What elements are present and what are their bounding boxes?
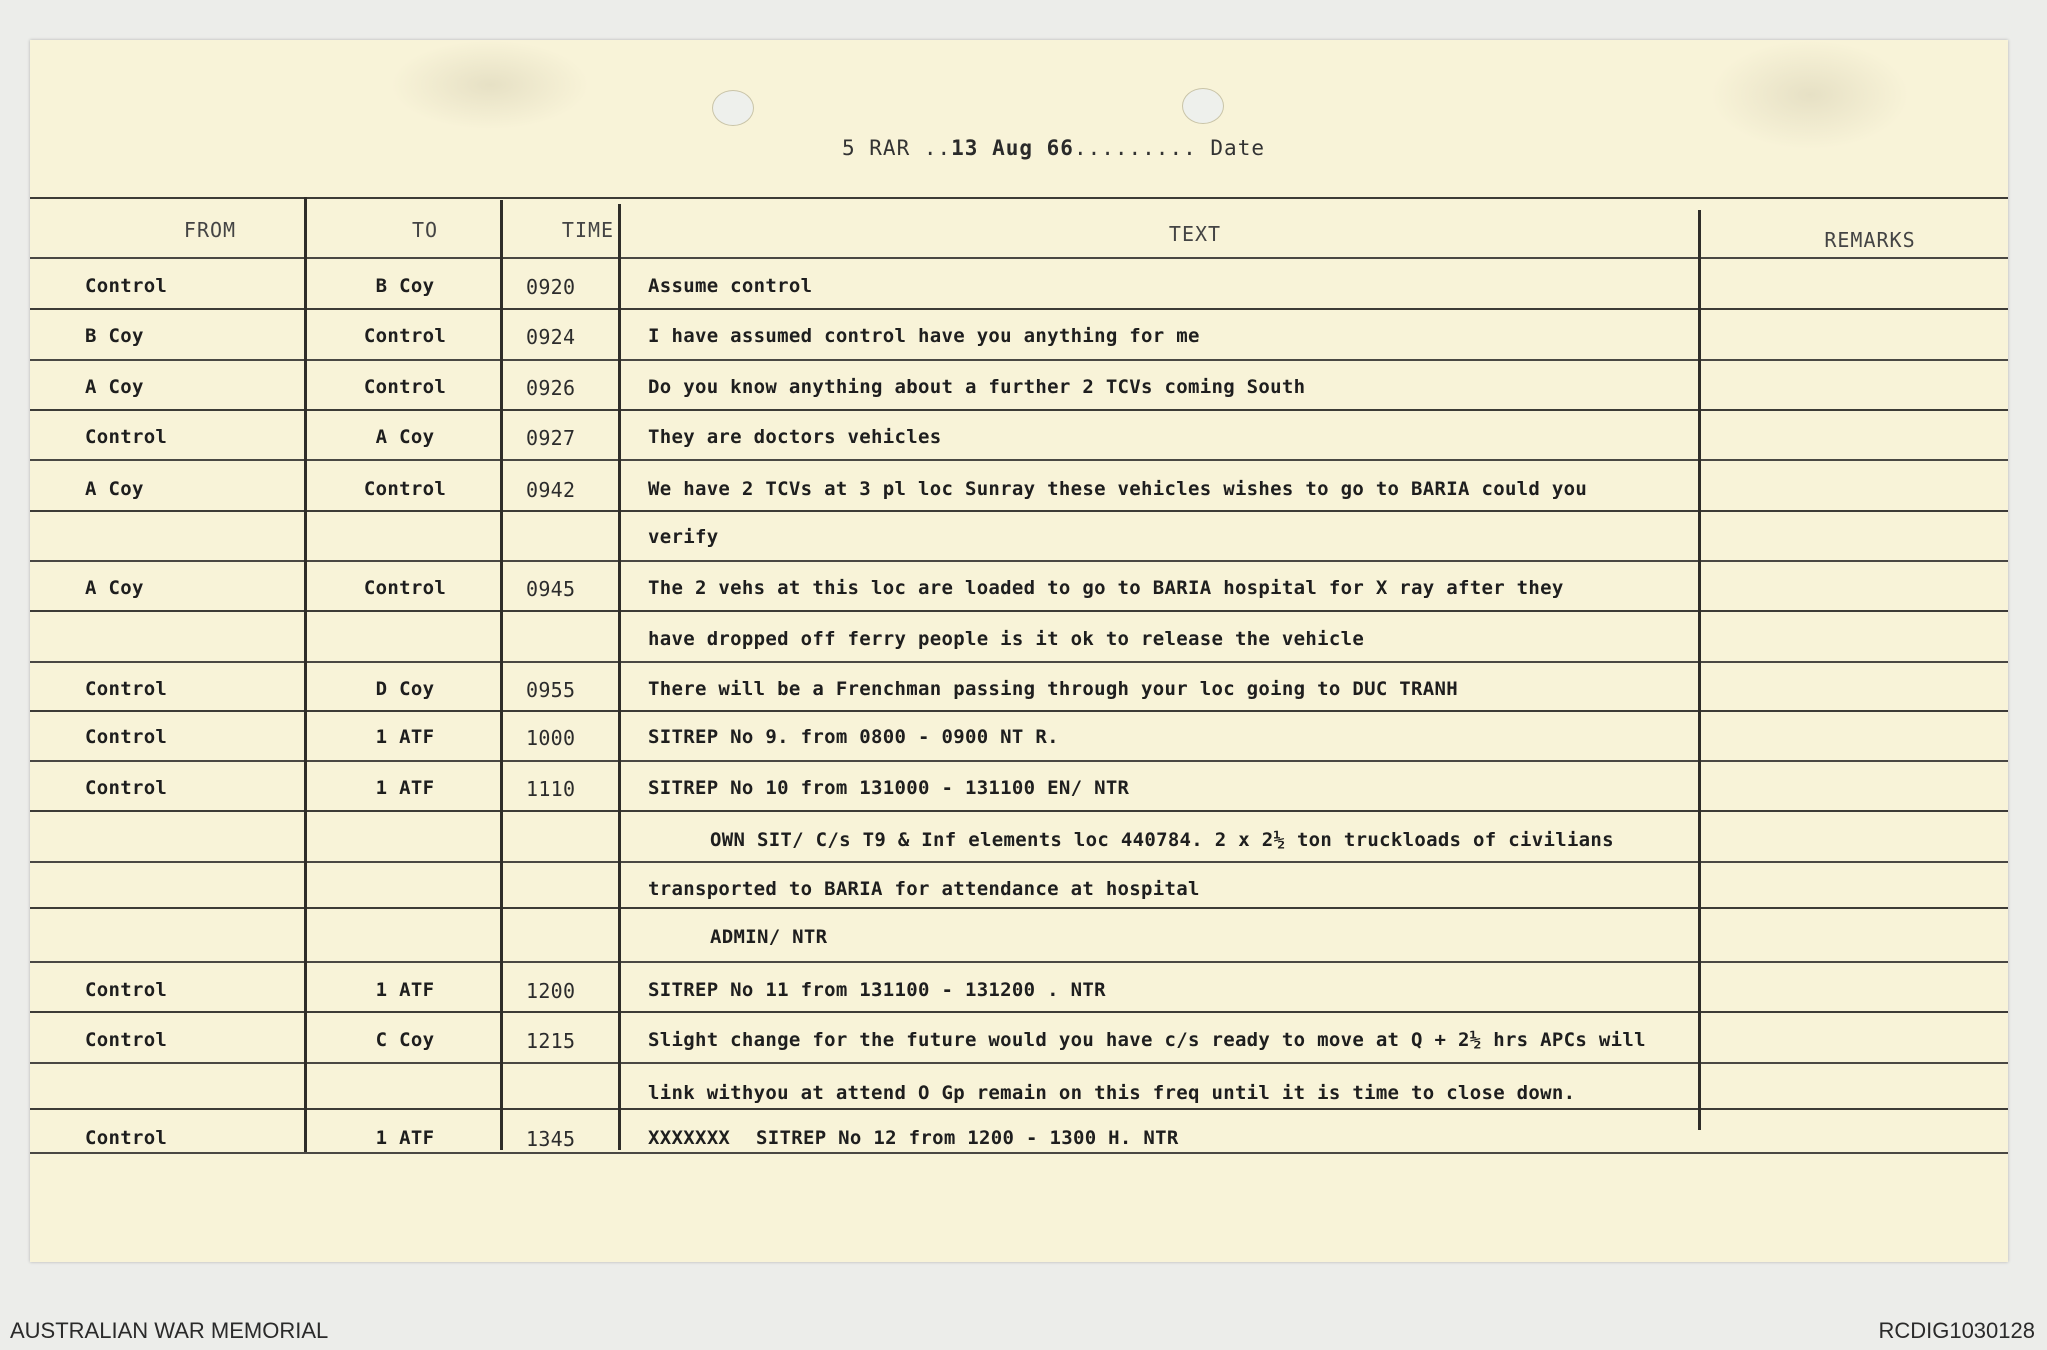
entry-from: Control (85, 426, 168, 448)
entry-text: SITREP No 10 from 131000 - 131100 EN/ NTR (648, 777, 1130, 799)
row-rule (30, 409, 2008, 411)
row-rule (30, 1152, 2008, 1154)
entry-time: 0955 (526, 678, 576, 702)
column-header-text: TEXT (1168, 222, 1222, 246)
entry-time: 0920 (526, 275, 576, 299)
entry-from: Control (85, 678, 168, 700)
entry-text: There will be a Frenchman passing through your loc going to DUC TRANH (648, 678, 1458, 700)
entry-time: 0945 (526, 577, 576, 601)
entry-time: 1345 (526, 1127, 576, 1151)
entry-to: 1 ATF (375, 1127, 435, 1149)
row-rule (30, 661, 2008, 663)
entry-time: 0942 (526, 478, 576, 502)
punch-hole (712, 90, 754, 126)
column-rule (304, 197, 307, 1152)
log-sheet (30, 40, 2008, 1262)
entry-to: 1 ATF (375, 726, 435, 748)
row-rule (30, 961, 2008, 963)
entry-to: A Coy (375, 426, 435, 448)
date-dots: ......... (1073, 136, 1197, 160)
row-rule (30, 1062, 2008, 1064)
entry-from: Control (85, 979, 168, 1001)
entry-from: B Coy (85, 325, 144, 347)
entry-text: I have assumed control have you anything for me (648, 325, 1200, 347)
entry-text: have dropped off ferry people is it ok to release the vehicle (648, 628, 1365, 650)
entry-to: B Coy (375, 275, 435, 297)
entry-text: Slight change for the future would you have c/s ready to move at Q + 2½ hrs APCs will (648, 1029, 1646, 1051)
entry-from: Control (85, 275, 168, 297)
row-rule (30, 710, 2008, 712)
entry-to: 1 ATF (375, 979, 435, 1001)
row-rule (30, 510, 2008, 512)
entry-text: They are doctors vehicles (648, 426, 942, 448)
entry-to: C Coy (375, 1029, 435, 1051)
entry-time: 1215 (526, 1029, 576, 1053)
entry-to: Control (363, 577, 447, 599)
column-rule (1698, 210, 1701, 1130)
row-rule (30, 907, 2008, 909)
entry-text: ADMIN/ NTR (710, 926, 828, 948)
row-rule (30, 760, 2008, 762)
column-rule (500, 200, 503, 1150)
entry-to: 1 ATF (375, 777, 435, 799)
entry-time: 0926 (526, 376, 576, 400)
entry-time: 1200 (526, 979, 576, 1003)
entry-from: A Coy (85, 376, 144, 398)
entry-to: Control (363, 478, 447, 500)
row-rule (30, 197, 2008, 199)
entry-to: Control (363, 376, 447, 398)
row-rule (30, 359, 2008, 361)
entry-text: The 2 vehs at this loc are loaded to go to BARIA hospital for X ray after they (648, 577, 1564, 599)
row-rule (30, 459, 2008, 461)
entry-from: A Coy (85, 478, 144, 500)
row-rule (30, 810, 2008, 812)
column-header-time: TIME (561, 218, 615, 242)
entry-text: transported to BARIA for attendance at hospital (648, 878, 1200, 900)
struck-out-text: XXXXXXX (648, 1127, 731, 1149)
row-rule (30, 1108, 2008, 1110)
entry-text: Do you know anything about a further 2 TCVs coming South (648, 376, 1306, 398)
row-rule (30, 610, 2008, 612)
entry-text: Assume control (648, 275, 813, 297)
row-rule (30, 560, 2008, 562)
entry-time: 1000 (526, 726, 576, 750)
footer-source: AUSTRALIAN WAR MEMORIAL (10, 1318, 329, 1343)
paper-smudge (390, 40, 590, 130)
row-rule (30, 308, 2008, 310)
entry-text: We have 2 TCVs at 3 pl loc Sunray these vehicles wishes to go to BARIA could you (648, 478, 1588, 500)
entry-text: link withyou at attend O Gp remain on this freq until it is time to close down. (648, 1082, 1576, 1104)
entry-to: Control (363, 325, 447, 347)
column-rule (618, 204, 621, 1150)
punch-hole (1182, 88, 1224, 124)
entry-from: Control (85, 726, 168, 748)
entry-text: SITREP No 12 from 1200 - 1300 H. NTR (756, 1127, 1179, 1149)
date-label: Date (1210, 136, 1265, 160)
row-rule (30, 861, 2008, 863)
entry-from: A Coy (85, 577, 144, 599)
entry-from: Control (85, 1127, 168, 1149)
unit-label: 5 RAR .. (842, 136, 952, 160)
sheet-heading (842, 136, 1265, 160)
entry-text: SITREP No 11 from 131100 - 131200 . NTR (648, 979, 1106, 1001)
column-header-remarks: REMARKS (1824, 228, 1916, 252)
handwritten-date: 13 Aug 66 (951, 136, 1074, 160)
entry-to: D Coy (375, 678, 435, 700)
entry-text: verify (648, 526, 719, 548)
column-header-from: FROM (183, 218, 237, 242)
row-rule (30, 1011, 2008, 1013)
entry-time: 0927 (526, 426, 576, 450)
column-header-to: TO (411, 218, 439, 242)
entry-text: SITREP No 9. from 0800 - 0900 NT R. (648, 726, 1059, 748)
paper-smudge (1710, 40, 1910, 150)
entry-time: 1110 (526, 777, 576, 801)
entry-from: Control (85, 777, 168, 799)
row-rule (30, 257, 2008, 259)
entry-from: Control (85, 1029, 168, 1051)
footer-record-id: RCDIG1030128 (1878, 1318, 2035, 1343)
entry-time: 0924 (526, 325, 576, 349)
entry-text: OWN SIT/ C/s T9 & Inf elements loc 440784. 2 x 2½ ton truckloads of civilians (710, 829, 1614, 851)
